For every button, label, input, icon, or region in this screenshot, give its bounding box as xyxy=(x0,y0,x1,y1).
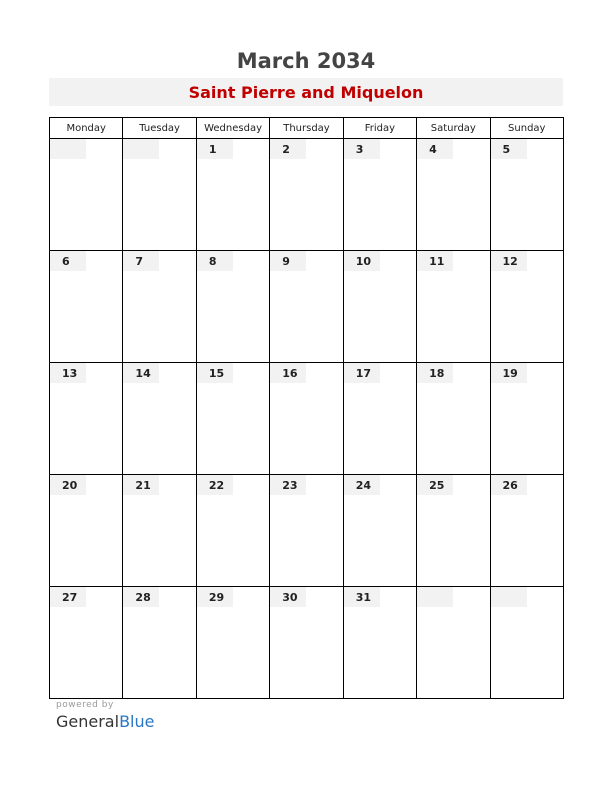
day-number: 15 xyxy=(197,363,233,383)
day-cell xyxy=(417,139,490,251)
day-number: 18 xyxy=(417,363,453,383)
weekday-header-sunday: Sunday xyxy=(490,118,563,139)
week-row xyxy=(50,251,564,363)
day-number: 6 xyxy=(50,251,86,271)
day-number: 14 xyxy=(123,363,159,383)
day-cell xyxy=(343,139,416,251)
day-cell xyxy=(196,475,269,587)
day-number xyxy=(491,587,527,607)
day-cell xyxy=(343,587,416,699)
day-cell xyxy=(123,587,196,699)
day-cell xyxy=(123,363,196,475)
day-cell xyxy=(50,363,123,475)
day-cell xyxy=(270,475,343,587)
weekday-header-friday: Friday xyxy=(343,118,416,139)
weekday-header-thursday: Thursday xyxy=(270,118,343,139)
day-number: 2 xyxy=(270,139,306,159)
day-number: 11 xyxy=(417,251,453,271)
day-number: 31 xyxy=(344,587,380,607)
day-number: 3 xyxy=(344,139,380,159)
day-cell xyxy=(50,251,123,363)
week-row xyxy=(50,475,564,587)
day-number: 29 xyxy=(197,587,233,607)
day-cell xyxy=(343,251,416,363)
day-cell xyxy=(196,139,269,251)
day-number: 27 xyxy=(50,587,86,607)
day-cell xyxy=(123,139,196,251)
day-number: 10 xyxy=(344,251,380,271)
day-cell xyxy=(196,587,269,699)
week-row xyxy=(50,363,564,475)
day-cell xyxy=(417,475,490,587)
day-number: 20 xyxy=(50,475,86,495)
day-cell xyxy=(490,363,563,475)
day-cell xyxy=(196,251,269,363)
day-cell xyxy=(343,363,416,475)
day-number: 5 xyxy=(491,139,527,159)
day-cell xyxy=(50,587,123,699)
day-number: 8 xyxy=(197,251,233,271)
day-cell xyxy=(196,363,269,475)
day-number: 1 xyxy=(197,139,233,159)
day-number: 19 xyxy=(491,363,527,383)
footer-branding xyxy=(56,700,154,733)
day-cell xyxy=(417,251,490,363)
day-cell xyxy=(270,251,343,363)
day-number: 28 xyxy=(123,587,159,607)
day-cell xyxy=(123,251,196,363)
weekday-header-tuesday: Tuesday xyxy=(123,118,196,139)
day-number: 30 xyxy=(270,587,306,607)
day-cell xyxy=(490,251,563,363)
country-banner xyxy=(49,78,563,106)
day-cell xyxy=(343,475,416,587)
day-cell xyxy=(50,139,123,251)
day-cell xyxy=(417,587,490,699)
brand-general: General xyxy=(56,712,120,731)
day-number: 17 xyxy=(344,363,380,383)
day-number xyxy=(417,587,453,607)
week-row xyxy=(50,587,564,699)
day-number: 12 xyxy=(491,251,527,271)
day-cell xyxy=(270,587,343,699)
weekday-header-row xyxy=(50,118,564,139)
calendar-grid xyxy=(49,117,564,699)
day-cell xyxy=(490,139,563,251)
day-number xyxy=(50,139,86,159)
country-name: Saint Pierre and Miquelon xyxy=(188,83,424,102)
day-cell xyxy=(123,475,196,587)
day-cell xyxy=(50,475,123,587)
calendar-title: March 2034 xyxy=(236,49,376,73)
day-number: 25 xyxy=(417,475,453,495)
brand-blue: Blue xyxy=(119,712,155,731)
day-cell xyxy=(490,475,563,587)
generalblue-logo[interactable] xyxy=(56,711,154,733)
weekday-header-saturday: Saturday xyxy=(417,118,490,139)
day-cell xyxy=(490,587,563,699)
day-number: 21 xyxy=(123,475,159,495)
weekday-header-monday: Monday xyxy=(50,118,123,139)
day-cell xyxy=(270,363,343,475)
day-number: 24 xyxy=(344,475,380,495)
day-number: 23 xyxy=(270,475,306,495)
weekday-header-wednesday: Wednesday xyxy=(196,118,269,139)
day-number: 13 xyxy=(50,363,86,383)
powered-by-text: powered by xyxy=(56,700,114,710)
day-number: 16 xyxy=(270,363,306,383)
day-number: 22 xyxy=(197,475,233,495)
day-number: 9 xyxy=(270,251,306,271)
week-row xyxy=(50,139,564,251)
day-cell xyxy=(270,139,343,251)
day-number: 26 xyxy=(491,475,527,495)
day-number: 7 xyxy=(123,251,159,271)
day-cell xyxy=(417,363,490,475)
day-number xyxy=(123,139,159,159)
calendar-body xyxy=(50,139,564,699)
day-number: 4 xyxy=(417,139,453,159)
